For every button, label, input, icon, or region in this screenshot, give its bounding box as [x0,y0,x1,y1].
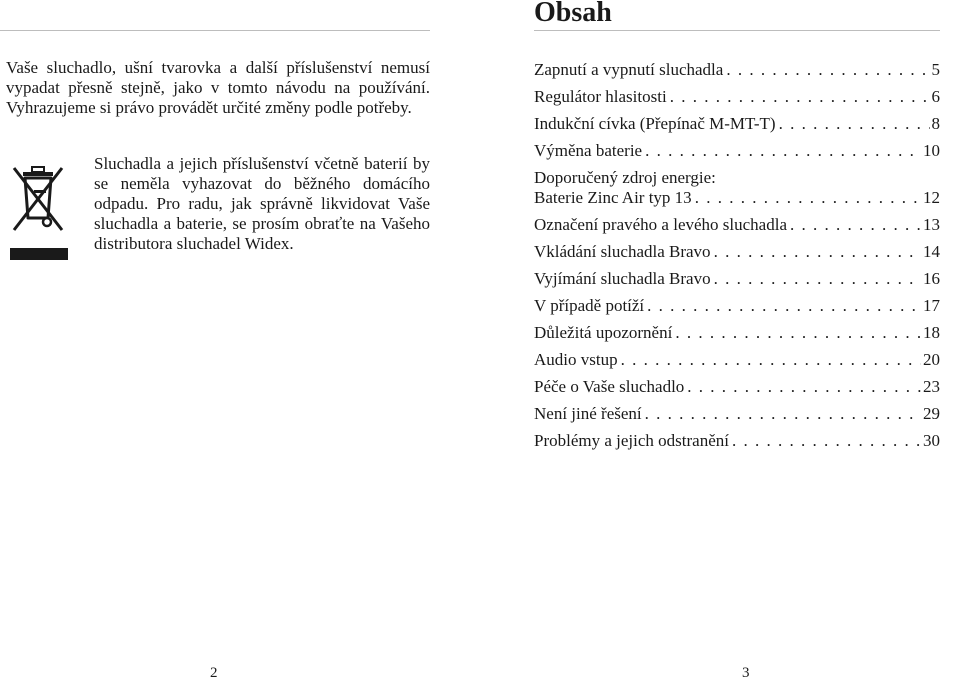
toc-entry[interactable] [534,404,940,424]
toc-dot-leader [687,377,921,397]
toc-entry-label: Audio vstup [534,350,618,369]
toc-entry[interactable] [534,431,940,451]
toc-entry[interactable] [534,377,940,397]
toc-dot-leader [714,242,921,262]
toc-entry[interactable] [534,269,940,289]
toc-dot-leader [732,431,921,451]
toc-entry[interactable] [534,296,940,316]
toc-entry-label: Regulátor hlasitosti [534,87,667,106]
toc-entry[interactable] [534,87,940,107]
toc-entry-page: 16 [923,269,940,288]
toc-entry-label: Vkládání sluchadla Bravo [534,242,711,261]
toc-entry[interactable] [534,242,940,262]
table-of-contents [534,60,940,458]
intro-paragraph: Vaše sluchadlo, ušní tvarovka a další příslušenství nemusí vypadat přesně stejně, jako v tomto návodu na používání. Vyhrazujeme si právo provádět určité změny podle potřeby. [6,58,430,117]
toc-entry-sublabel: Baterie Zinc Air typ 13 [534,188,692,207]
toc-entry-label: Zapnutí a vypnutí sluchadla [534,60,724,79]
toc-dot-leader [645,141,921,161]
toc-entry[interactable] [534,215,940,235]
toc-entry-label: Důležitá upozornění [534,323,673,342]
toc-entry-label: Výměna baterie [534,141,643,160]
toc-entry-label: Doporučený zdroj energie: [534,168,716,187]
toc-entry[interactable] [534,168,940,208]
toc-entry-page: 5 [931,60,940,79]
toc-entry-label: Indukční cívka (Přepínač M-MT-T) [534,114,776,133]
toc-dot-leader [790,215,921,235]
toc-entry-page: 29 [923,404,940,423]
toc-entry[interactable] [534,114,940,134]
toc-entry-page: 12 [923,188,940,207]
toc-dot-leader [695,188,921,208]
toc-entry-label: Označení pravého a levého sluchadla [534,215,787,234]
page-number-left: 2 [210,665,218,681]
toc-entry[interactable] [534,60,940,80]
toc-entry-page: 18 [923,323,940,342]
page-number-right: 3 [742,665,750,681]
toc-entry-page: 10 [923,141,940,160]
toc-entry-label: V případě potíží [534,296,645,315]
toc-dot-leader [645,404,921,424]
toc-entry-label: Péče o Vaše sluchadlo [534,377,685,396]
right-page [480,0,960,683]
toc-entry-page: 30 [923,431,940,450]
toc-dot-leader [670,87,930,107]
toc-entry[interactable] [534,350,940,370]
disposal-paragraph: Sluchadla a jejich příslušenství včetně baterií by se neměla vyhazovat do běžného domácího odpadu. Pro radu, jak správně likvidovat Vaše sluchadla a baterie, se prosím obraťte na Vašeho distributora sluchadel Widex. [94,154,430,253]
crossed-out-wheelie-bin-icon [10,162,68,262]
toc-entry-page: 17 [923,296,940,315]
toc-entry-page: 6 [931,87,940,106]
toc-entry-page: 23 [923,377,940,396]
toc-dot-leader [714,269,921,289]
toc-entry-page: 14 [923,242,940,261]
toc-entry[interactable] [534,323,940,343]
toc-dot-leader [726,60,929,80]
toc-dot-leader [647,296,921,316]
toc-entry-label: Není jiné řešení [534,404,642,423]
toc-entry-label: Vyjímání sluchadla Bravo [534,269,711,288]
toc-dot-leader [675,323,921,343]
toc-title: Obsah [534,0,612,28]
toc-dot-leader [621,350,921,370]
toc-dot-leader [779,114,930,134]
header-rule [534,30,940,31]
toc-entry-page: 8 [931,114,940,133]
toc-entry-page: 20 [923,350,940,369]
header-rule [0,30,430,31]
toc-entry[interactable] [534,141,940,161]
toc-entry-page: 13 [923,215,940,234]
toc-entry-label: Problémy a jejich odstranění [534,431,729,450]
